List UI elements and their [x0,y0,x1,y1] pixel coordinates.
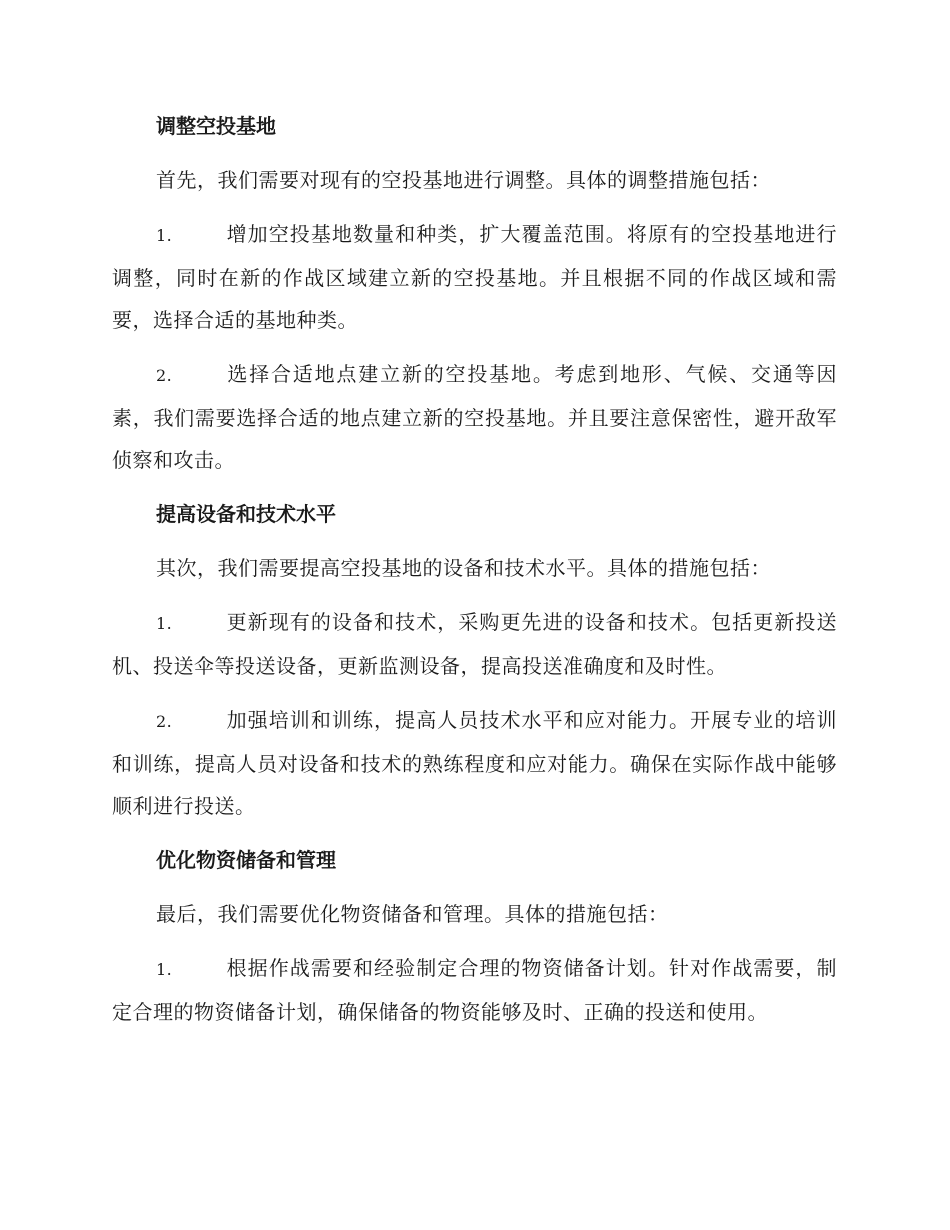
section-intro: 最后，我们需要优化物资储备和管理。具体的措施包括： [156,902,669,926]
list-item [112,353,837,481]
list-item [112,213,837,341]
list-item-number: 1. [156,226,173,245]
list-item [112,699,837,827]
section-adjust-bases [112,105,837,481]
list-item-number: 1. [156,614,173,633]
list-item-number: 2. [156,712,173,731]
list-item-text: 加强培训和训练，提高人员技术水平和应对能力。开展专业的培训和训练，提高人员对设备和技术的熟练程度和应对能力。确保在实际作战中能够顺利进行投送。 [112,708,837,818]
list-item-text: 根据作战需要和经验制定合理的物资储备计划。针对作战需要，制定合理的物资储备计划，确保储备的物资能够及时、正确的投送和使用。 [112,956,837,1024]
section-heading: 提高设备和技术水平 [156,502,336,526]
section-intro: 首先，我们需要对现有的空投基地进行调整。具体的调整措施包括： [156,168,771,192]
list-item-number: 1. [156,960,173,979]
section-improve-equipment [112,493,837,827]
document-page [112,105,837,1045]
section-heading: 调整空投基地 [156,114,276,138]
section-optimize-supplies [112,839,837,1033]
list-item-text: 选择合适地点建立新的空投基地。考虑到地形、气候、交通等因素，我们需要选择合适的地点建立新的空投基地。并且要注意保密性，避开敌军侦察和攻击。 [112,362,837,472]
list-item-text: 增加空投基地数量和种类，扩大覆盖范围。将原有的空投基地进行调整，同时在新的作战区域建立新的空投基地。并且根据不同的作战区域和需要，选择合适的基地种类。 [112,222,837,332]
list-item [112,947,837,1033]
list-item-number: 2. [156,366,173,385]
list-item-text: 更新现有的设备和技术，采购更先进的设备和技术。包括更新投送机、投送伞等投送设备，更新监测设备，提高投送准确度和及时性。 [112,610,837,678]
list-item [112,601,837,687]
section-intro: 其次，我们需要提高空投基地的设备和技术水平。具体的措施包括： [156,556,771,580]
section-heading: 优化物资储备和管理 [156,848,336,872]
